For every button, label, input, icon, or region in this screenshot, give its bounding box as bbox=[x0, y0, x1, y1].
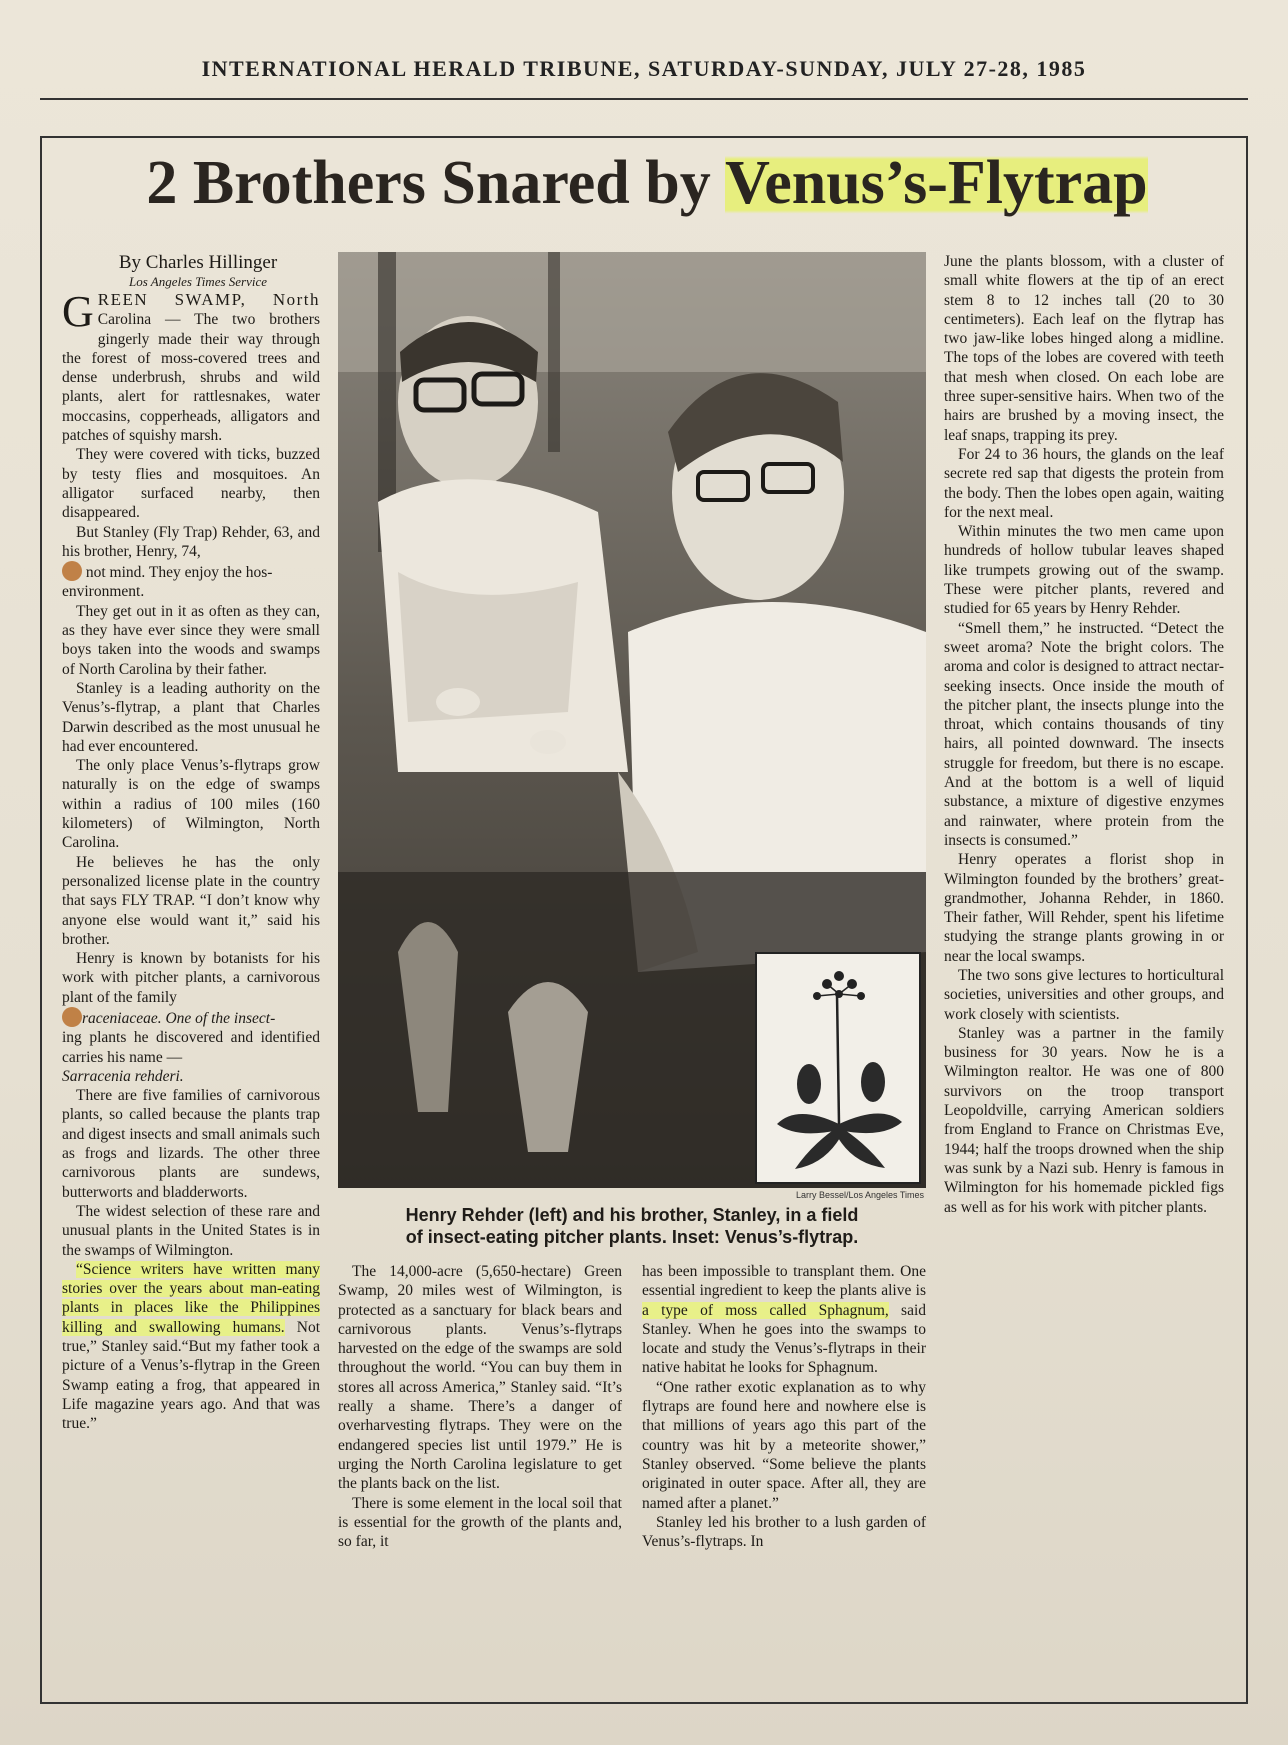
paragraph: The 14,000-acre (5,650-hectare) Green Swamp, 20 miles west of Wilmington, is protected as a sanctuary for black bears and carnivorous plants. Venus’s-flytraps harvested on the edge of the swamps are sold throughout the world. “You can buy them in stores all across America,” Stanley said. “It’s really a shame. There’s a danger of overharvesting flytraps. They were on the endangered species list until 1979.” He is urging the North Carolina legislature to get the plants back on the list. bbox=[338, 1263, 622, 1493]
paragraph: The only place Venus’s-flytraps grow naturally is on the edge of swamps within a radius of 100 miles (160 kilometers) of Wilmington, North Carolina. bbox=[62, 757, 320, 852]
paragraph: They get out in it as often as they can, as they have ever since they were small boys taken into the woods and swamps of North Carolina by their father. bbox=[62, 602, 320, 678]
column-2 bbox=[338, 1262, 622, 1551]
text-run: Henry is known by botanists for his work with pitcher plants, a carnivorous plant of the family bbox=[62, 950, 320, 1006]
text-run: has been impossible to transplant them. One essential ingredient to keep the plants alive is bbox=[642, 1263, 926, 1300]
paragraph bbox=[62, 1260, 320, 1434]
photo-credit: Larry Bessel/Los Angeles Times bbox=[795, 1190, 924, 1200]
text-run: said Stanley. When he goes into the swamps to locate and study the Venus’s-flytraps in their native habitat he looks for Sphagnum. bbox=[642, 1301, 926, 1377]
drop-cap: G bbox=[62, 287, 94, 336]
paragraph: “Smell them,” he instructed. “Detect the sweet aroma? Note the bright colors. The aroma and color is designed to attract nectar-seeking insects. Once inside the mouth of the pitcher plant, the insects plunge into the throat, which contains thousands of tiny hairs, all pointed downward. The insects struggle for freedom, but there is no escape. And at the bottom is a well of liquid substance, a mixture of digestive enzymes and rainwater, where protein from the insects is consumed.” bbox=[944, 619, 1224, 849]
text-run: Not true,” Stanley said.“But my father took a picture of a Venus’s-flytrap in the Green Swamp eating a frog, that appeared in Life magazine years ago. And that was true.” bbox=[62, 1318, 321, 1433]
paragraph: He believes he has the only personalized license plate in the country that says FLY TRAP. “I don’t know why anyone else would want it,” said his brother. bbox=[62, 853, 320, 948]
stain-mark bbox=[62, 561, 82, 581]
byline: By Charles Hillinger bbox=[118, 252, 278, 273]
paragraph: Stanley led his brother to a lush garden of Venus’s-flytraps. In bbox=[642, 1513, 926, 1551]
headline-highlight: Venus’s-Flytrap bbox=[725, 149, 1148, 217]
headline-text: 2 Brothers Snared by bbox=[146, 149, 726, 217]
photo-inset-flytrap bbox=[755, 952, 921, 1184]
paragraph: Stanley is a leading authority on the Venus’s-flytrap, a plant that Charles Darwin described as the most unusual he had ever encountered. bbox=[62, 679, 320, 755]
caption-line: of insect-eating pitcher plants. Inset: Venus’s-flytrap. bbox=[405, 1227, 859, 1247]
headline bbox=[62, 148, 1232, 219]
paragraph: They were covered with ticks, buzzed by testy flies and mosquitoes. An alligator surfaced nearby, then disappeared. bbox=[62, 446, 320, 522]
paragraph: Carolina — The two brothers gingerly made their way through the forest of moss-covered trees and dense underbrush, shrubs and wild plants, alert for rattlesnakes, water moccasins, copperheads, alligators and patches of squishy marsh. bbox=[62, 311, 320, 445]
paragraph: For 24 to 36 hours, the glands on the leaf secrete red sap that digests the protein from the body. Then the lobes open again, waiting for the next meal. bbox=[944, 445, 1224, 521]
text-run: raceniaceae. One of the insect- bbox=[82, 1009, 276, 1027]
paragraph: “One rather exotic explanation as to why flytraps are found here and nowhere else is that millions of years ago this part of the country was hit by a meteorite shower,” Stanley observed. “Some believe the plants originated in outer space. After all, they are named after a planet.” bbox=[642, 1378, 926, 1512]
paragraph: Stanley was a partner in the family business for 30 years. Now he is a Wilmington realtor. He was one of 800 survivors on the troop transport Leopoldville, carrying American soldiers from England to France on Christmas Eve, 1944; half the troops drowned when the ship was sunk by a Nazi sub. Henry is famous in Wilmington for his homemade pickled figs as well as for his work with pitcher plants. bbox=[944, 1024, 1224, 1216]
masthead-rule bbox=[40, 98, 1248, 100]
flytrap-illustration bbox=[757, 954, 919, 1182]
paragraph: The two sons give lectures to horticultural societies, universities and other groups, and work closely with scientists. bbox=[944, 966, 1224, 1023]
paragraph: There is some element in the local soil that is essential for the growth of the plants and, so far, it bbox=[338, 1494, 622, 1551]
caption-line: Henry Rehder (left) and his brother, Stanley, in a field bbox=[405, 1205, 859, 1225]
news-service: Los Angeles Times Service bbox=[128, 274, 268, 289]
text-run: not mind. They enjoy the hos- bbox=[85, 564, 273, 582]
paragraph: The widest selection of these rare and unusual plants in the United States is in the swamps of Wilmington. bbox=[62, 1202, 320, 1259]
text-run: environment. bbox=[62, 583, 145, 601]
photo-caption bbox=[338, 1204, 926, 1248]
dateline: REEN SWAMP, North bbox=[97, 290, 320, 309]
masthead: INTERNATIONAL HERALD TRIBUNE, SATURDAY-SUNDAY, JULY 27-28, 1985 bbox=[201, 56, 1087, 81]
column-3 bbox=[642, 1262, 926, 1551]
highlighted-phrase: a type of moss called Sphagnum, bbox=[642, 1301, 889, 1319]
lead-paragraph bbox=[62, 287, 320, 445]
paragraph bbox=[642, 1262, 926, 1378]
text-run: But Stanley (Fly Trap) Rehder, 63, and his brother, Henry, 74, bbox=[62, 523, 320, 560]
paragraph: June the plants blossom, with a cluster of small white flowers at the tip of an erect stem 8 to 12 inches tall (20 to 30 centimeters). Each leaf on the flytrap has two jaw-like lobes hinged along a midline. The tops of the lobes are covered with teeth that mesh when closed. On each lobe are three super-sensitive hairs. When two of the hairs are brushed by a moving insect, the leaf snaps, trapping its prey. bbox=[944, 253, 1224, 444]
stain-mark bbox=[62, 1007, 82, 1027]
column-1 bbox=[62, 252, 320, 1434]
highlighted-quote: “Science writers have written many stories over the years about man-eating plants in places like the Philippines killing and swallowing humans. bbox=[62, 1260, 320, 1336]
paragraph: Within minutes the two men came upon hundreds of hollow tubular leaves shaped like trumpets growing out of the swamp. These were pitcher plants, revered and studied for 65 years by Henry Rehder. bbox=[944, 523, 1224, 618]
text-run: ing plants he discovered and identified carries his name — bbox=[62, 1029, 320, 1066]
column-4 bbox=[944, 252, 1224, 1217]
paragraph: Henry operates a florist shop in Wilmington founded by the brothers’ great-grandmother, Johanna Rehder, in 1860. Their father, Will Rehder, spent his lifetime studying the strange plants growing in or near the local swamps. bbox=[944, 851, 1224, 965]
paragraph: There are five families of carnivorous plants, so called because the plants trap and digest insects and small animals such as frogs and lizards. The other three carnivorous plants are sundews, butterworts and bladderworts. bbox=[62, 1087, 320, 1201]
paragraph bbox=[62, 523, 320, 602]
species-name: Sarracenia rehderi. bbox=[62, 1067, 184, 1085]
paragraph bbox=[62, 949, 320, 1086]
